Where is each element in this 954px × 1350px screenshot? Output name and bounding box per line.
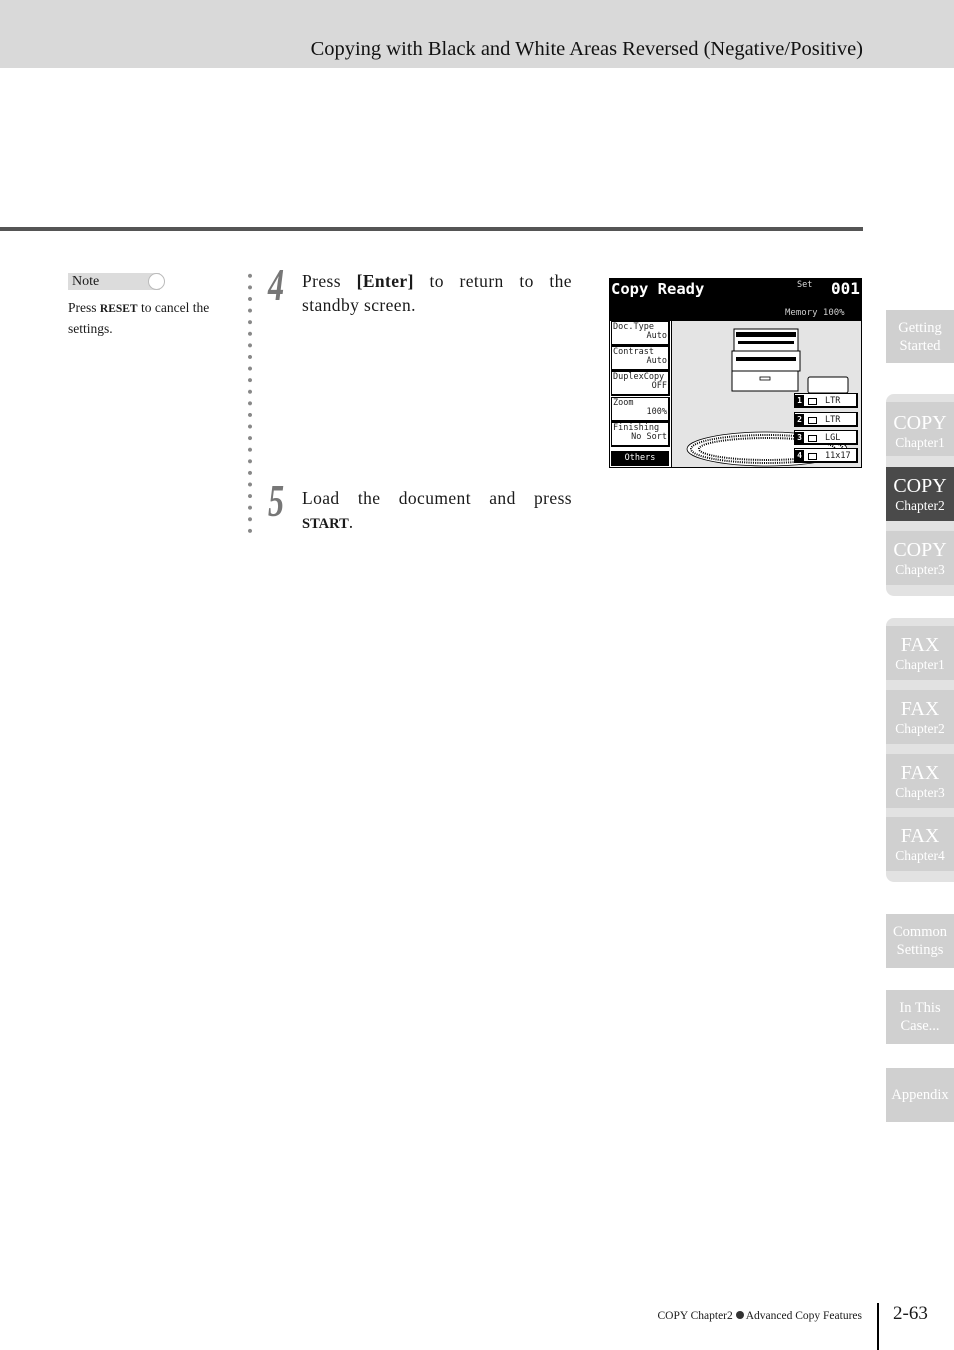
- tray-4[interactable]: [794, 448, 858, 463]
- lcd-duplex-copy-button[interactable]: [611, 371, 670, 396]
- tray-2[interactable]: [794, 412, 858, 427]
- lcd-finishing-button[interactable]: [611, 422, 670, 447]
- tab-subtitle: Chapter4: [895, 848, 945, 863]
- footer-chapter: COPY Chapter2: [657, 1310, 733, 1322]
- tab-title: FAX: [900, 762, 940, 784]
- step-number-5: 5: [268, 475, 285, 526]
- tab-subtitle: Chapter3: [895, 562, 945, 577]
- step-5-key: START: [302, 516, 349, 532]
- tab-fax-chapter2[interactable]: [886, 690, 954, 744]
- tray-number: 1: [795, 395, 804, 406]
- tray-size: LTR: [825, 396, 841, 406]
- lcd-btn-label: Doc.Type: [613, 322, 654, 332]
- lcd-btn-label: Contrast: [613, 347, 654, 357]
- note-knob-icon: [148, 273, 165, 290]
- tray-1[interactable]: [794, 393, 858, 408]
- tray-size: LGL: [825, 433, 841, 443]
- tab-title: FAX: [900, 825, 940, 847]
- dotted-divider: [248, 270, 252, 535]
- tab-title: FAX: [900, 634, 940, 656]
- tab-common-settings[interactable]: [886, 914, 954, 968]
- tab-label: In This Case...: [899, 1000, 941, 1034]
- note-key-reset: RESET: [99, 303, 138, 315]
- step-5-post: .: [348, 512, 354, 532]
- lcd-btn-label: Finishing: [613, 423, 660, 433]
- tab-copy-chapter3[interactable]: [886, 531, 954, 585]
- tab-fax-chapter4[interactable]: [886, 817, 954, 871]
- lcd-status-bar: [610, 279, 861, 321]
- footer-section: Advanced Copy Features: [745, 1310, 862, 1322]
- tab-subtitle: Chapter2: [895, 498, 945, 513]
- tab-copy-chapter2[interactable]: [886, 467, 954, 521]
- lcd-contrast-button[interactable]: [611, 346, 670, 371]
- tab-label: Appendix: [891, 1087, 949, 1103]
- note-text-after: to cancel the settings.: [68, 300, 210, 336]
- bullet-icon: [736, 1311, 744, 1319]
- tab-appendix[interactable]: [886, 1068, 954, 1122]
- page-title: Copying with Black and White Areas Reversed (Negative/Positive): [310, 38, 863, 60]
- paper-icon: [808, 417, 817, 424]
- lcd-btn-label: Zoom: [613, 398, 634, 408]
- step-4-post: to return to the standby screen.: [302, 271, 572, 315]
- paper-icon: [808, 398, 817, 405]
- lcd-set-label: Set: [797, 280, 813, 290]
- lcd-zoom-button[interactable]: [611, 397, 670, 422]
- tab-label: Getting Started: [898, 320, 942, 354]
- step-4-pre: Press: [302, 271, 357, 291]
- page-number: 2-63: [893, 1303, 928, 1324]
- note-text: [68, 298, 238, 338]
- tab-label: Common Settings: [893, 924, 947, 958]
- lcd-btn-value: Auto: [646, 331, 667, 341]
- tab-title: FAX: [900, 698, 940, 720]
- note-label: Note: [68, 273, 160, 290]
- tab-title: COPY: [893, 475, 947, 497]
- tray-number: 4: [795, 450, 804, 461]
- lcd-btn-value: 100%: [646, 407, 667, 417]
- lcd-memory: Memory 100%: [785, 308, 845, 318]
- step-text-4: [302, 269, 572, 317]
- tab-title: COPY: [893, 539, 947, 561]
- step-number-4: 4: [268, 259, 285, 310]
- lcd-body: [610, 321, 861, 468]
- tab-fax-chapter1[interactable]: [886, 626, 954, 680]
- lcd-doc-type-button[interactable]: [611, 321, 670, 346]
- lcd-copy-count: 001: [831, 279, 860, 298]
- tray-size: LTR: [825, 415, 841, 425]
- lcd-btn-value: Auto: [646, 356, 667, 366]
- lcd-machine-area: [672, 321, 862, 468]
- footer-breadcrumb: [657, 1310, 862, 1322]
- lcd-others-button[interactable]: Others: [611, 451, 669, 466]
- lcd-btn-value: OFF: [651, 381, 667, 391]
- tab-fax-chapter3[interactable]: [886, 754, 954, 808]
- lcd-menu: [610, 321, 672, 468]
- paper-icon: [808, 435, 817, 442]
- tab-copy-chapter1[interactable]: [886, 402, 954, 456]
- paper-icon: [808, 453, 817, 460]
- step-4-key: [Enter]: [356, 271, 414, 291]
- tray-number: 2: [795, 414, 804, 425]
- tab-subtitle: Chapter3: [895, 785, 945, 800]
- step-5-pre: Load the document and press: [302, 488, 572, 508]
- tab-in-this-case[interactable]: [886, 990, 954, 1044]
- note-badge: [68, 273, 165, 290]
- tab-title: COPY: [893, 412, 947, 434]
- lcd-btn-label: DuplexCopy: [613, 372, 665, 382]
- footer-divider: [877, 1303, 879, 1350]
- tray-size: 11x17: [825, 451, 851, 461]
- tray-3[interactable]: [794, 430, 858, 445]
- lcd-panel: [609, 278, 862, 468]
- lcd-title: Copy Ready: [611, 280, 705, 298]
- tab-subtitle: Chapter2: [895, 721, 945, 736]
- lcd-btn-value: No Sort: [631, 432, 667, 442]
- step-text-5: [302, 486, 572, 536]
- note-text-before: Press: [68, 300, 100, 315]
- tray-number: 3: [795, 432, 804, 443]
- section-rule: [0, 227, 863, 231]
- tab-subtitle: Chapter1: [895, 435, 945, 450]
- tab-getting-started[interactable]: [886, 310, 954, 363]
- tab-subtitle: Chapter1: [895, 657, 945, 672]
